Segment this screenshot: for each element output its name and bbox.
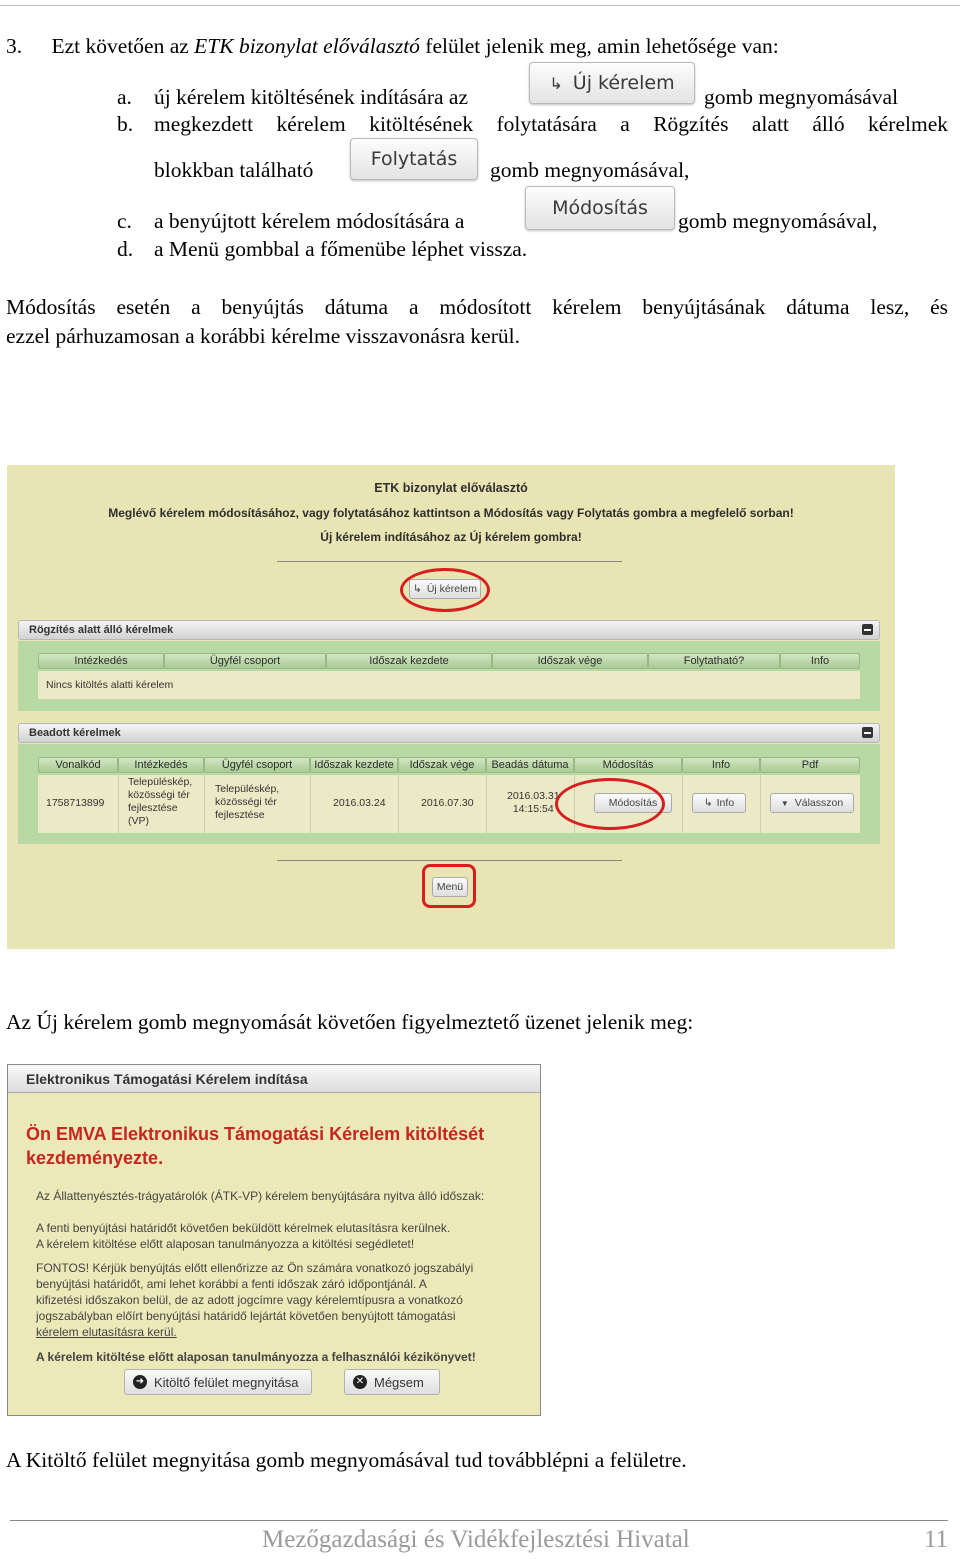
close-icon: ✕ [353,1375,367,1389]
cancel-label: Mégsem [374,1374,424,1390]
item-b-label: b. [117,112,134,136]
column-header: Intézkedés [118,757,204,773]
panel-submitted-header[interactable] [18,723,880,743]
etk-instruction1: Meglévő kérelem módosításához, vagy folytatásához kattintson a Módosítás vagy Folytatás gombra a megfelelő sorban! [108,506,794,520]
inline-folytatas-label: Folytatás [370,148,458,170]
item-c-after: gomb megnyomásával, [678,209,878,233]
panel-submitted-title: Beadott kérelmek [29,727,121,739]
cell-beadas: 2016.03.31 14:15:54 [507,790,560,815]
column-header: Beadás dátuma [486,757,574,773]
dialog-headline-1: Ön EMVA Elektronikus Támogatási Kérelem kitöltését [26,1124,485,1144]
column-header: Info [780,653,860,669]
table-row [38,775,860,833]
cell-vege: 2016.07.30 [421,797,474,809]
collapse-icon[interactable] [862,727,873,738]
cancel-button[interactable] [344,1369,440,1395]
inline-modositas-label: Módosítás [552,197,648,219]
cell-kezdete: 2016.03.24 [333,797,386,809]
item-a-label: a. [117,85,132,109]
column-header: Ügyfél csoport [204,757,310,773]
column-header: Intézkedés [38,653,164,669]
footer-org: Mezőgazdasági és Vidékfejlesztési Hivatal [262,1526,690,1553]
item-a-after: gomb megnyomásával [704,85,899,109]
paragraph-line1: Módosítás esetén a benyújtás dátuma a módosított kérelem benyújtásának dátuma lesz, és [6,295,948,319]
highlight-rect [422,864,476,908]
cell-csoport: Településkép, közösségi tér fejlesztése [215,783,280,821]
panel-in-progress-body [18,641,880,711]
dialog-period: Az Állattenyésztés-trágyatárolók (ÁTK-VP) kérelem benyújtására nyitva álló időszak: [36,1189,485,1203]
item-c-label: c. [117,209,132,233]
info-button[interactable] [692,793,746,813]
footer-rule [10,1520,948,1521]
highlight-oval [400,568,490,612]
reply-arrow-icon: ↳ [703,797,713,809]
pdf-select[interactable] [770,793,854,813]
etk-screenshot [7,465,895,949]
item-b-cont: blokkban található [154,158,314,182]
reply-arrow-icon: ↳ [549,73,563,93]
page-number: 11 [924,1526,949,1553]
column-header: Pdf [760,757,860,773]
highlight-oval [555,778,665,830]
column-header: Időszak kezdete [326,653,492,669]
item-d-label: d. [117,237,134,261]
column-header: Időszak kezdete [310,757,398,773]
inline-uj-kerelem-button [529,62,695,104]
empty-message: Nincs kitöltés alatti kérelem [46,679,174,691]
intro-post: felület jelenik meg, amin lehetősége van: [419,34,779,58]
intro-line [6,32,779,60]
etk-title: ETK bizonylat előválasztó [374,481,528,495]
inline-uj-kerelem-label: Új kérelem [572,72,675,94]
column-header: Időszak vége [492,653,648,669]
etk-instruction2: Új kérelem indításához az Új kérelem gombra! [320,530,582,544]
warning-dialog-screenshot [7,1064,541,1416]
item-c-text: a benyújtott kérelem módosítására a [154,209,465,233]
column-header: Folytatható? [648,653,780,669]
intro-pre: Ezt követően az [51,34,195,58]
inline-modositas-button [525,186,675,230]
item-b-after: gomb megnyomásával, [490,158,690,182]
cell-vonalkod: 1758713899 [46,797,105,809]
divider [277,561,622,562]
intro-number: 3. [6,34,23,58]
dialog-headline [26,1122,484,1170]
column-header: Ügyfél csoport [164,653,326,669]
dialog-headline-2: kezdeményezte. [26,1148,164,1168]
new-request-label: Új kérelem [426,583,477,595]
after-shot2-text: A Kitöltő felület megnyitása gomb megnyomásával tud továbblépni a felületre. [6,1448,687,1472]
item-a-text: új kérelem kitöltésének indítására az [154,85,469,109]
column-header: Info [682,757,760,773]
dialog-title: Elektronikus Támogatási Kérelem indítása [8,1065,540,1093]
info-label: Info [716,797,735,809]
pdf-select-label: Válasszon [794,797,844,809]
dialog-manual-note: A kérelem kitöltése előtt alaposan tanulmányozza a felhasználói kézikönyvet! [36,1350,476,1364]
open-filler-button[interactable] [124,1369,312,1395]
reply-arrow-icon: ↳ [413,583,422,595]
collapse-icon[interactable] [862,624,873,635]
panel-in-progress-header[interactable] [18,620,880,640]
panel-in-progress-title: Rögzítés alatt álló kérelmek [29,624,174,636]
paragraph-line2: ezzel párhuzamosan a korábbi kérelme visszavonásra kerül. [6,324,520,348]
empty-row [38,671,860,699]
cell-intezkedes: Településkép, közösségi tér fejlesztése (VP) [128,776,193,827]
menu-button[interactable]: Menü [432,877,468,897]
intro-italic: ETK bizonylat előválasztó [194,34,420,58]
open-filler-label: Kitöltő felület megnyitása [154,1374,299,1390]
top-rule [0,5,960,6]
item-d-text: a Menü gombbal a főmenübe léphet vissza. [154,237,528,261]
divider [277,860,622,861]
after-shot1-text: Az Új kérelem gomb megnyomását követően figyelmeztető üzenet jelenik meg: [6,1010,694,1034]
column-header: Vonalkód [38,757,118,773]
dialog-important: FONTOS! Kérjük benyújtás előtt ellenőrizze az Ön számára vonatkozó jogszabályi benyújtási határidőt, ami lehet korábbi a fenti időszak záró időpontjánál. A kifizetési időszakon belül, de az adott jogcímre vagy kérelemtípusra a vonatkozó jogszabályban előírt benyújtási határidő lejártát követően benyújtott támogatási kérelem elutasításra kerül. [36,1261,474,1339]
modify-button[interactable]: Módosítás [594,793,672,813]
arrow-right-icon: ➜ [133,1375,147,1389]
panel-submitted-body [18,744,880,844]
column-header: Módosítás [574,757,682,773]
column-header: Időszak vége [398,757,486,773]
inline-folytatas-button [350,138,478,180]
item-b-text: megkezdett kérelem kitöltésének folytatására a Rögzítés alatt álló kérelmek [154,112,948,136]
dialog-deadline: A fenti benyújtási határidőt követően beküldött kérelmek elutasításra kerülnek. A kérelem kitöltése előtt alaposan tanulmányozza a kitöltési segédletet! [36,1221,451,1251]
caret-down-icon: ▼ [780,798,789,808]
